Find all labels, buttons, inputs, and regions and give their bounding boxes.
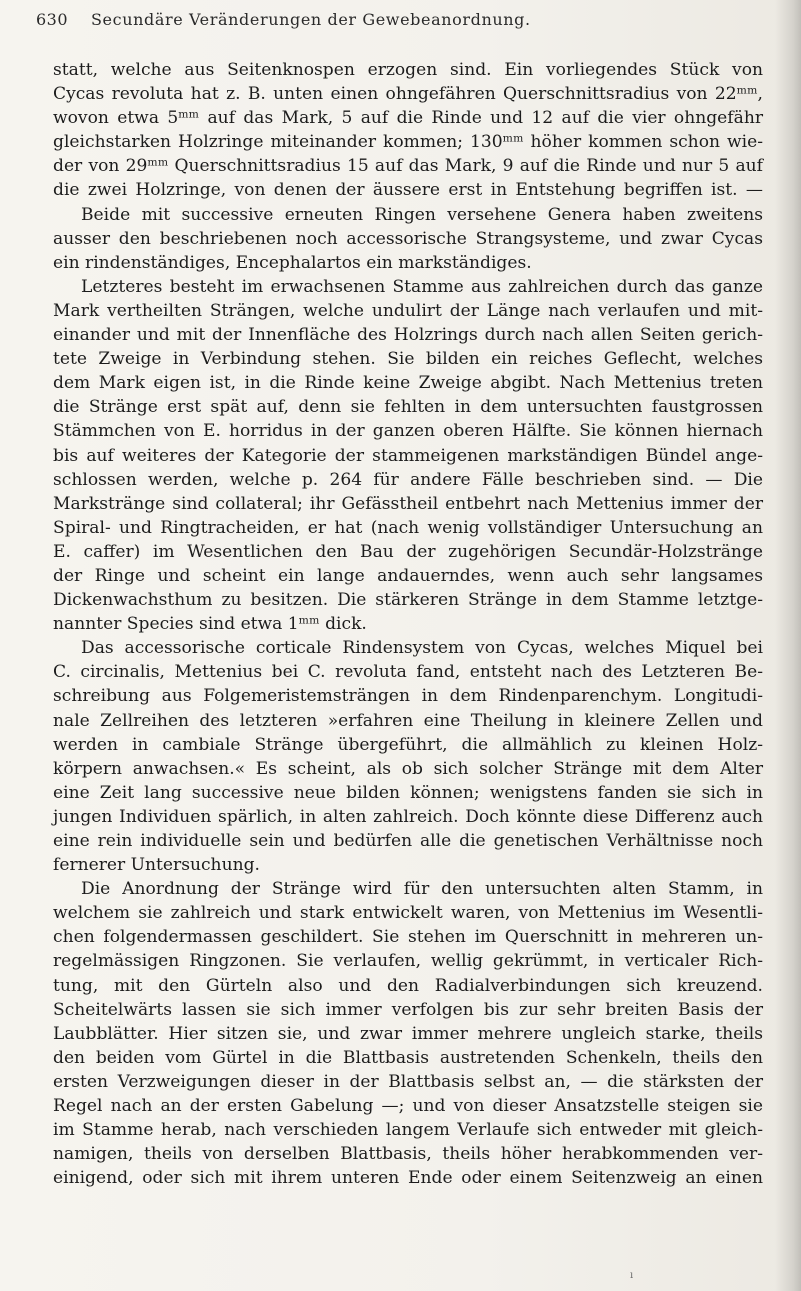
- text-line: fernerer Untersuchung.: [53, 855, 260, 876]
- text-line: Stämmchen von E. horridus in der ganzen oberen Hälfte. Sie können hiernach: [53, 421, 763, 442]
- body-text: [53, 58, 763, 1190]
- text-line: ein rindenständiges, Encephalartos ein markständiges.: [53, 252, 532, 273]
- text-line: namigen, theils von derselben Blattbasis, theils höher herabkommenden ver-: [53, 1144, 763, 1165]
- text-line: Cycas revoluta hat z. B. unten einen ohngefähren Querschnittsradius von 22ᵐᵐ,: [53, 84, 763, 105]
- text-line: Regel nach an der ersten Gabelung —; und von dieser Ansatzstelle steigen sie: [53, 1096, 763, 1117]
- text-line: im Stamme herab, nach verschieden langem Verlaufe sich entweder mit gleich-: [53, 1120, 763, 1141]
- text-line: tung, mit den Gürteln also und den Radialverbindungen sich kreuzend.: [53, 975, 763, 996]
- text-line: C. circinalis, Mettenius bei C. revoluta fand, entsteht nach des Letzteren Be-: [53, 662, 763, 683]
- text-line: regelmässigen Ringzonen. Sie verlaufen, wellig gekrümmt, in verticaler Rich-: [53, 951, 763, 972]
- text-line: Letzteres besteht im erwachsenen Stamme aus zahlreichen durch das ganze: [81, 276, 763, 297]
- text-line: E. caffer) im Wesentlichen den Bau der zugehörigen Secundär-Holzstränge: [53, 541, 763, 562]
- print-speck: ı: [630, 1270, 634, 1281]
- text-line: ersten Verzweigungen dieser in der Blattbasis selbst an, — die stärksten der: [53, 1071, 763, 1092]
- text-line: Das accessorische corticale Rindensystem von Cycas, welches Miquel bei: [81, 638, 763, 659]
- text-line: eine Zeit lang successive neue bilden können; wenigstens fanden sie sich in: [53, 782, 763, 803]
- text-line: schreibung aus Folgemeristemsträngen in dem Rindenparenchym. Longitudi-: [53, 686, 763, 707]
- text-line: chen folgendermassen geschildert. Sie stehen im Querschnitt in mehreren un-: [53, 927, 763, 948]
- text-line: einigend, oder sich mit ihrem unteren Ende oder einem Seitenzweig an einen: [53, 1168, 763, 1189]
- text-line: die zwei Holzringe, von denen der äussere erst in Entstehung begriffen ist. —: [53, 180, 763, 201]
- text-line: ausser den beschriebenen noch accessorische Strangsysteme, und zwar Cycas: [53, 228, 763, 249]
- text-line: Dickenwachsthum zu besitzen. Die stärkeren Stränge in dem Stamme letztge-: [53, 590, 763, 611]
- text-line: nannter Species sind etwa 1ᵐᵐ dick.: [53, 614, 367, 635]
- text-line: jungen Individuen spärlich, in alten zahlreich. Doch könnte diese Differenz auch: [53, 806, 763, 827]
- text-line: der Ringe und scheint ein lange andauerndes, wenn auch sehr langsames: [53, 565, 763, 586]
- text-line: tete Zweige in Verbindung stehen. Sie bilden ein reiches Geflecht, welches: [53, 349, 763, 370]
- text-line: Mark vertheilten Strängen, welche undulirt der Länge nach verlaufen und mit-: [53, 300, 763, 321]
- page-number: 630: [36, 10, 69, 29]
- running-title: Secundäre Veränderungen der Gewebeanordnung.: [91, 10, 531, 29]
- text-line: dem Mark eigen ist, in die Rinde keine Zweige abgibt. Nach Mettenius treten: [53, 373, 763, 394]
- text-line: Laubblätter. Hier sitzen sie, und zwar immer mehrere ungleich starke, theils: [53, 1023, 763, 1044]
- text-line: wovon etwa 5ᵐᵐ auf das Mark, 5 auf die Rinde und 12 auf die vier ohngefähr: [53, 108, 763, 129]
- running-head: [36, 8, 776, 32]
- text-line: eine rein individuelle sein und bedürfen alle die genetischen Verhältnisse noch: [53, 831, 763, 851]
- text-line: Spiral- und Ringtracheiden, er hat (nach wenig vollständiger Untersuchung an: [53, 517, 763, 538]
- text-line: bis auf weiteres der Kategorie der stammeigenen markständigen Bündel ange-: [53, 445, 763, 466]
- text-line: welchem sie zahlreich und stark entwickelt waren, von Mettenius im Wesentli-: [53, 903, 763, 924]
- text-line: körpern anwachsen.« Es scheint, als ob sich solcher Stränge mit dem Alter: [53, 758, 763, 779]
- text-line: einander und mit der Innenfläche des Holzrings durch nach allen Seiten gerich-: [53, 325, 763, 346]
- page-edge-shadow: [775, 0, 801, 1291]
- text-line: Beide mit successive erneuten Ringen versehene Genera haben zweitens: [81, 204, 763, 225]
- text-line: schlossen werden, welche p. 264 für andere Fälle beschrieben sind. — Die: [53, 469, 763, 490]
- text-line: Scheitelwärts lassen sie sich immer verfolgen bis zur sehr breiten Basis der: [53, 999, 763, 1020]
- text-line: Markstränge sind collateral; ihr Gefässtheil entbehrt nach Mettenius immer der: [53, 493, 763, 514]
- text-line: der von 29ᵐᵐ Querschnittsradius 15 auf das Mark, 9 auf die Rinde und nur 5 auf: [53, 156, 763, 177]
- text-line: Die Anordnung der Stränge wird für den untersuchten alten Stamm, in: [81, 879, 763, 900]
- text-line: statt, welche aus Seitenknospen erzogen sind. Ein vorliegendes Stück von: [53, 60, 763, 80]
- text-line: nale Zellreihen des letzteren »erfahren eine Theilung in kleinere Zellen und: [53, 710, 763, 731]
- text-line: den beiden vom Gürtel in die Blattbasis austretenden Schenkeln, theils den: [53, 1047, 763, 1068]
- text-line: die Stränge erst spät auf, denn sie fehlten in dem untersuchten faustgrossen: [53, 397, 763, 418]
- text-line: werden in cambiale Stränge übergeführt, die allmählich zu kleinen Holz-: [53, 734, 763, 755]
- text-line: gleichstarken Holzringe miteinander kommen; 130ᵐᵐ höher kommen schon wie-: [53, 132, 763, 153]
